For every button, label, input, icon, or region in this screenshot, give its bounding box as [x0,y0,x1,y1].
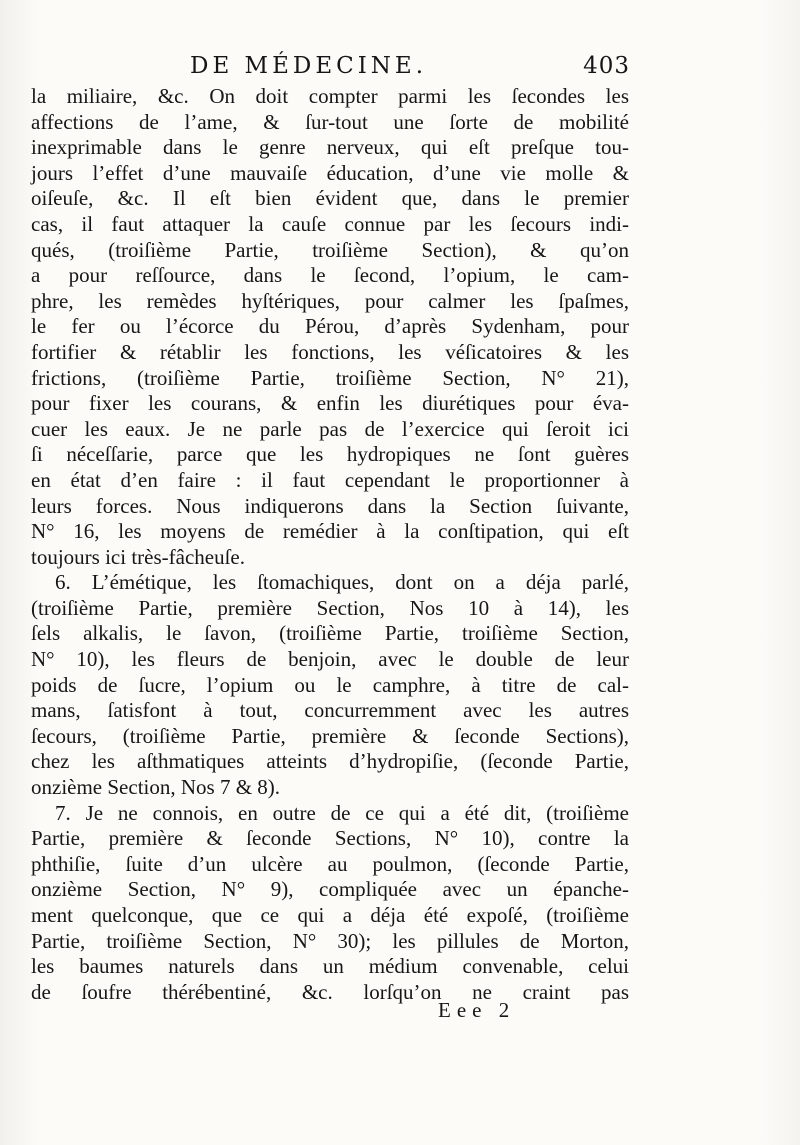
text-line: (troiſième Partie, première Section, Nos 10 à 14), les [31,595,629,620]
text-line: qués, (troiſième Partie, troiſième Section), & qu’on [31,237,629,262]
text-line: N° 16, les moyens de remédier à la conſtipation, qui eſt [31,519,629,544]
text-line: onzième Section, Nos 7 & 8). [31,775,281,800]
text-line: de ſoufre thérébentiné, &c. lorſqu’on ne craint pas [31,979,629,1004]
text-line: ſecours, (troiſième Partie, première & ſeconde Sections), [31,723,629,748]
body-text [31,84,629,1005]
text-line: frictions, (troiſième Partie, troiſième Section, N° 21), [31,365,629,390]
text-line: poids de ſucre, l’opium ou le camphre, à titre de cal- [31,672,629,697]
text-line: pour fixer les courans, & enfin les diurétiques pour éva- [31,391,629,416]
text-line: en état d’en faire : il faut cependant le proportionner à [31,467,629,492]
page-header [190,53,630,87]
text-line: les baumes naturels dans un médium convenable, celui [31,954,629,979]
text-line: cuer les eaux. Je ne parle pas de l’exercice qui ſeroit ici [31,416,629,441]
text-line: le fer ou l’écorce du Pérou, d’après Sydenham, pour [31,314,629,339]
text-line: jours l’effet d’une mauvaiſe éducation, d’une vie molle & [31,160,629,185]
text-line: phre, les remèdes hyſtériques, pour calmer les ſpaſmes, [31,288,629,313]
text-line: chez les aſthmatiques atteints d’hydropiſie, (ſeconde Partie, [31,749,629,774]
text-line: ment quelconque, que ce qui a déja été expoſé, (troiſième [31,903,629,927]
text-line: 7. Je ne connois, en outre de ce qui a été dit, (troiſième [55,800,629,825]
text-line: toujours ici très-fâcheuſe. [31,544,245,569]
text-line: la miliaire, &c. On doit compter parmi les ſecondes les [31,84,629,108]
text-line: Partie, troiſième Section, N° 30); les pillules de Morton, [31,928,629,953]
text-line: mans, ſatisfont à tout, concurremment avec les autres [31,698,629,723]
text-line: cas, il faut attaquer la cauſe connue par les ſecours indi- [31,211,629,236]
signature-mark: Eee 2 [438,998,516,1022]
text-line: N° 10), les fleurs de benjoin, avec le double de leur [31,647,629,672]
text-line: oiſeuſe, &c. Il eſt bien évident que, dans le premier [31,186,629,211]
text-line: affections de l’ame, & ſur-tout une ſorte de mobilité [31,109,629,134]
text-line: ſels alkalis, le ſavon, (troiſième Partie, troiſième Section, [31,621,629,646]
text-line: a pour reſſource, dans le ſecond, l’opium, le cam- [31,263,629,288]
running-title: DE MÉDECINE. [190,53,428,79]
text-line: 6. L’émétique, les ſtomachiques, dont on a déja parlé, [55,570,629,595]
text-line: fortifier & rétablir les fonctions, les véſicatoires & les [31,339,629,364]
text-line: phthiſie, ſuite d’un ulcère au poulmon, (ſeconde Partie, [31,851,629,876]
page-number: 403 [583,53,630,79]
text-line: onzième Section, N° 9), compliquée avec un épanche- [31,877,629,902]
text-line: Partie, première & ſeconde Sections, N° 10), contre la [31,826,629,851]
text-line: ſi néceſſarie, parce que les hydropiques ne ſont guères [31,442,629,467]
text-line: inexprimable dans le genre nerveux, qui eſt preſque tou- [31,135,629,160]
text-line: leurs forces. Nous indiquerons dans la Section ſuivante, [31,493,629,518]
